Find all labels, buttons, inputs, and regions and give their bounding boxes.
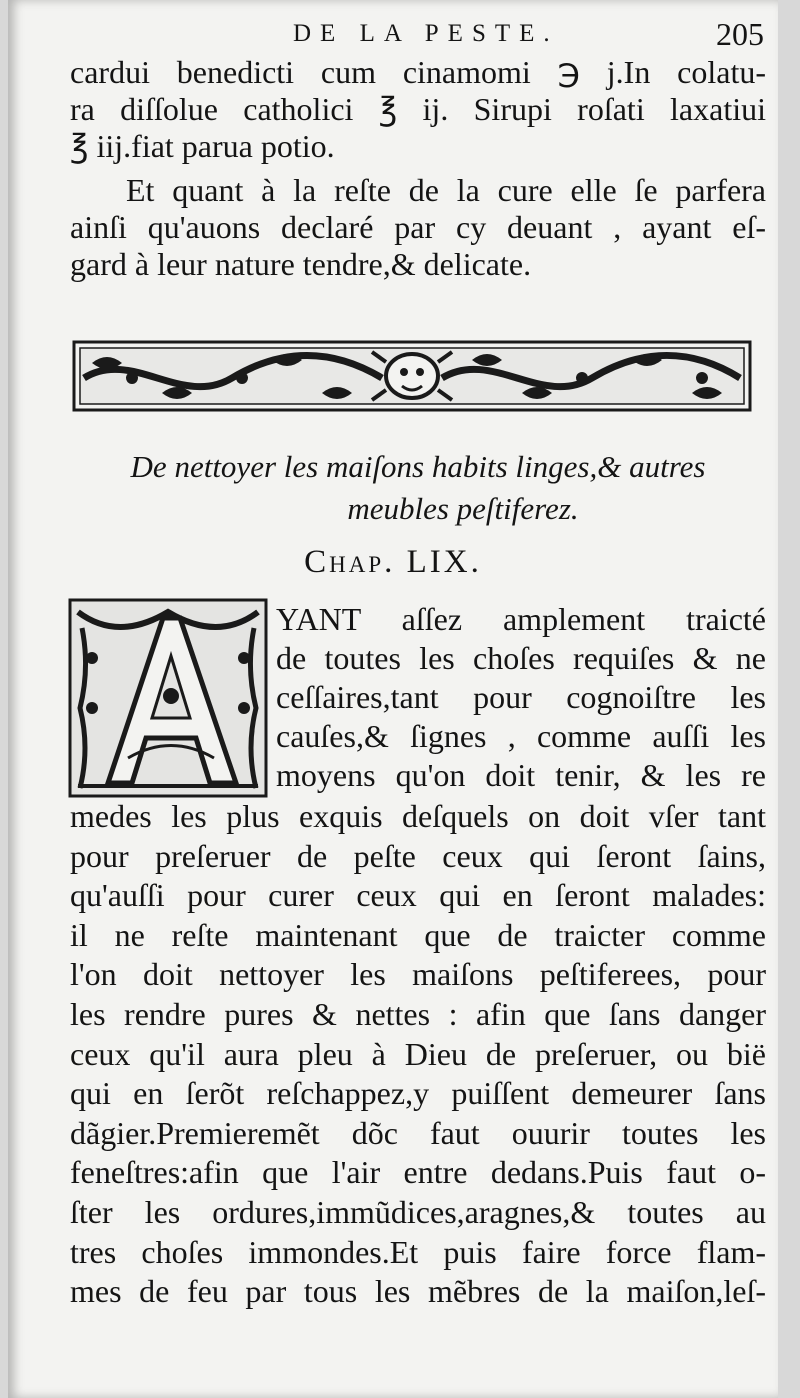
opening-paragraph-beside-initial — [276, 600, 766, 795]
text-line: moyens qu'on doit tenir, & les re — [276, 757, 766, 793]
text-line: qu'auſſi pour curer ceux qui en ſeront malades: — [70, 877, 766, 914]
page-number: 205 — [716, 16, 764, 52]
text-line: cardui benedicti cum cinamomi ℈ j.In colatu- — [70, 54, 766, 90]
text-line: de toutes les choſes requiſes & ne — [276, 640, 766, 676]
text-line: ceux qu'il aura pleu à Dieu de preſeruer, ou bië — [70, 1035, 766, 1072]
text-line: feneſtres:afin que l'air entre dedans.Puis faut o- — [70, 1154, 766, 1191]
text-line: cauſes,& ſignes , comme auſſi les — [276, 718, 766, 754]
main-paragraph — [70, 797, 766, 1312]
running-title: DE LA PESTE. — [293, 20, 559, 47]
text-line: ainſi qu'auons declaré par cy deuant , ayant eſ- — [70, 209, 766, 245]
text-line: les rendre pures & nettes : afin que ſans danger — [70, 995, 766, 1032]
cure-paragraph — [70, 172, 766, 283]
text-line: YANT aſſez amplement traicté — [276, 601, 766, 637]
text-line: gard à leur nature tendre,& delicate. — [70, 246, 532, 282]
text-line: dãgier.Premieremẽt dõc faut ouurir toutes les — [70, 1114, 766, 1151]
text-line: Et quant à la reſte de la cure elle ſe parfera — [126, 172, 766, 208]
chapter-title — [70, 446, 766, 530]
text-line: pour preſeruer de peſte ceux qui ſeront ſains, — [70, 837, 766, 874]
decorative-headpiece-ornament — [72, 338, 752, 414]
text-line: l'on doit nettoyer les maiſons peſtiferees, pour — [70, 956, 766, 993]
decorated-initial-letter-a — [68, 598, 268, 798]
chapter-title-line: De nettoyer les maiſons habits linges,& autres — [130, 449, 706, 484]
text-line: ℥ iij.fiat parua potio. — [70, 128, 335, 164]
text-line: ra diſſolue catholici ℥ ij. Sirupi roſati laxatiui — [70, 91, 766, 127]
page-header — [8, 14, 778, 54]
text-line: ſter les ordures,immũdices,aragnes,& toutes au — [70, 1193, 766, 1230]
chapter-number: Chap. LIX. — [304, 544, 482, 580]
book-page — [8, 0, 778, 1398]
text-line: qui en ſerõt reſchappez,y puiſſent demeurer ſans — [70, 1075, 766, 1112]
text-line: il ne reſte maintenant que de traicter comme — [70, 916, 766, 953]
chapter-title-line: meubles peſtiferez. — [347, 491, 579, 526]
text-line: medes les plus exquis deſquels on doit vſer tant — [70, 798, 766, 834]
text-line: tres choſes immondes.Et puis faire force flam- — [70, 1233, 766, 1270]
text-line: mes de feu par tous les mẽbres de la maiſon,leſ- — [70, 1273, 766, 1310]
text-line: ceſſaires,tant pour cognoiſtre les — [276, 679, 766, 715]
prescription-paragraph — [70, 54, 766, 165]
